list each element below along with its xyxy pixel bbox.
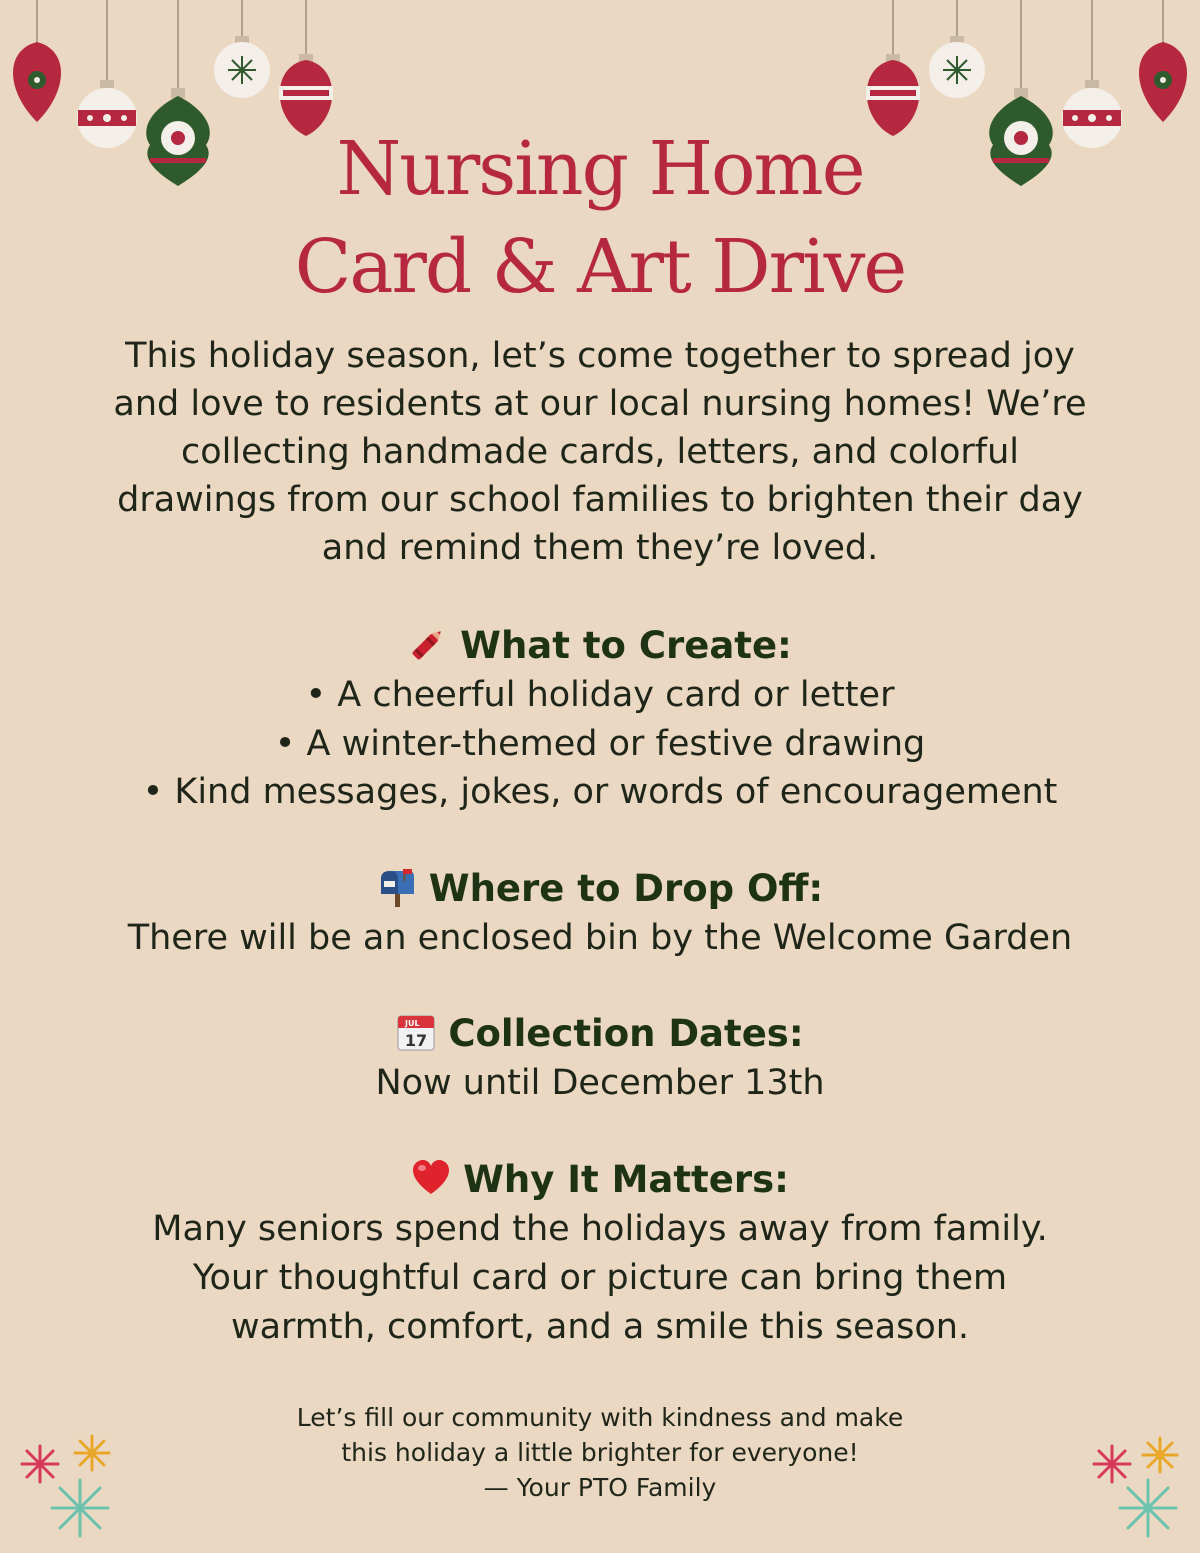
create-item: • A cheerful holiday card or letter: [305, 675, 895, 715]
closing-signature: — Your PTO Family: [483, 1473, 717, 1502]
intro-line: and love to residents at our local nursing homes! We’re: [113, 384, 1087, 424]
create-item: • A winter-themed or festive drawing: [274, 724, 926, 764]
why-it-matters-heading: [0, 1158, 1200, 1202]
what-to-create-label: What to Create:: [460, 624, 792, 667]
drop-off-heading: [0, 867, 1200, 911]
collection-dates-label: Collection Dates:: [448, 1012, 804, 1055]
calendar-month: JUL: [405, 1019, 420, 1028]
calendar-icon: [396, 1012, 436, 1052]
collection-dates-heading: [0, 1012, 1200, 1056]
heart-icon: [411, 1158, 451, 1198]
red-bell-ornament-icon: [279, 54, 333, 136]
why-line: Your thoughtful card or picture can bring them: [192, 1258, 1008, 1298]
red-ornament-icon: [13, 42, 61, 122]
create-item: • Kind messages, jokes, or words of encouragement: [142, 772, 1058, 812]
closing-line: Let’s fill our community with kindness and make: [296, 1403, 904, 1432]
crayon-icon: [408, 624, 448, 664]
white-snowflake-ornament-icon: [214, 36, 270, 98]
drop-off-text: There will be an enclosed bin by the Welcome Garden: [127, 918, 1073, 958]
why-it-matters-label: Why It Matters:: [463, 1158, 789, 1201]
drop-off-label: Where to Drop Off:: [428, 867, 824, 910]
snowflakes-decoration-left: [10, 1432, 120, 1542]
red-ornament-icon: [1139, 42, 1187, 122]
closing-line: this holiday a little brighter for everyone!: [341, 1438, 859, 1467]
why-line: warmth, comfort, and a smile this season.: [230, 1307, 970, 1347]
snowflakes-decoration-right: [1082, 1432, 1192, 1542]
red-bell-ornament-icon: [866, 54, 920, 136]
what-to-create-heading: [0, 624, 1200, 668]
intro-line: and remind them they’re loved.: [321, 528, 879, 568]
why-line: Many seniors spend the holidays away from family.: [152, 1209, 1048, 1249]
white-snowflake-ornament-icon: [929, 36, 985, 98]
collection-dates-text: Now until December 13th: [375, 1063, 825, 1103]
title-line-2: Card & Art Drive: [294, 224, 906, 310]
intro-paragraph: [30, 332, 1170, 572]
title-line-1: Nursing Home: [336, 126, 864, 212]
mailbox-icon: [377, 867, 417, 907]
calendar-day: 17: [405, 1031, 428, 1050]
intro-line: This holiday season, let’s come together to spread joy: [125, 336, 1075, 376]
intro-line: collecting handmade cards, letters, and colorful: [181, 432, 1019, 472]
intro-line: drawings from our school families to brighten their day: [117, 480, 1083, 520]
